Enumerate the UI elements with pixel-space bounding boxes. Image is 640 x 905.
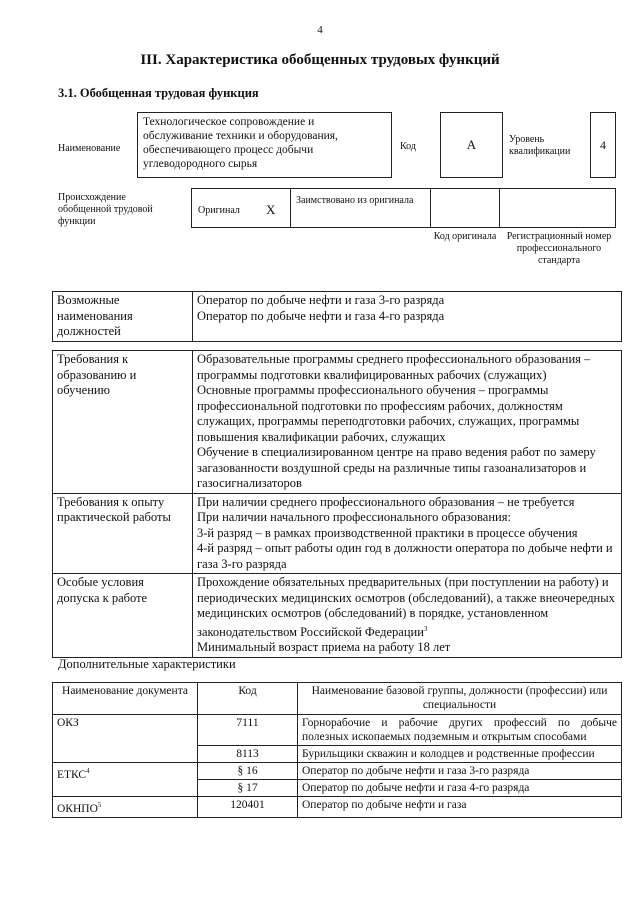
- row-code: § 16: [198, 763, 298, 780]
- level-label: Уровень квалификации: [509, 134, 571, 157]
- conditions-label: Особые условия допуска к работе: [53, 574, 193, 658]
- code-original-caption: Код оригинала: [433, 231, 497, 242]
- row-code: § 17: [198, 780, 298, 797]
- name-label: Наименование: [58, 143, 121, 154]
- row-code: 7111: [198, 715, 298, 746]
- code-value: А: [440, 112, 503, 178]
- code-original-box: [430, 188, 500, 228]
- experience-label: Требования к опыту практической работы: [53, 493, 193, 574]
- conditions-text: Прохождение обязательных предварительных (при поступлении на работу) и периодических медицинских осмотров (обследований), а также внеочередных медицинских осмотров (обследований) в порядке, установленном законодательством Российской Федерации: [197, 575, 615, 639]
- borrowed-cell: Заимствовано из оригинала: [290, 188, 431, 228]
- row-doc: ОКНПО$^5$: [53, 797, 198, 818]
- page-number: 4: [317, 24, 323, 36]
- education-label: Требования к образованию и обучению: [53, 351, 193, 494]
- reg-number-caption: Регистрационный номер профессионального стандарта: [506, 231, 612, 266]
- header-name: Наименование базовой группы, должности (профессии) или специальности: [298, 683, 622, 715]
- original-label: Оригинал: [198, 205, 240, 216]
- code-label: Код: [400, 141, 416, 152]
- header-doc: Наименование документа: [53, 683, 198, 715]
- positions-values: [193, 292, 622, 342]
- row-doc: ЕТКС$^4$: [53, 763, 198, 797]
- additional-table: [52, 682, 622, 818]
- conditions-text-2: Минимальный возраст приема на работу 18 лет: [197, 640, 451, 655]
- row-name: Горнорабочие и рабочие других профессий по добыче полезных ископаемых подземным и открытым способами: [298, 715, 622, 746]
- experience-text: При наличии среднего профессионального образования – не требуется При наличии начального профессионального образования: 3-й разряд – в рамках производственной практики в процессе обучения 4-й разряд – опыт работы один год в должности оператора по добыче нефти и газа 3-го разряда: [193, 493, 622, 574]
- row-name: Оператор по добыче нефти и газа 4-го разряда: [298, 780, 622, 797]
- requirements-table: [52, 350, 622, 658]
- conditions-cell: [193, 574, 622, 658]
- position-line: Оператор по добыче нефти и газа 4-го разряда: [197, 308, 445, 323]
- level-value: 4: [590, 112, 616, 178]
- row-name: Оператор по добыче нефти и газа 3-го разряда: [298, 763, 622, 780]
- positions-label: Возможные наименования должностей: [53, 292, 193, 342]
- row-name: Бурильщики скважин и колодцев и родственные профессии: [298, 746, 622, 763]
- original-cell: [191, 188, 291, 228]
- header-code: Код: [198, 683, 298, 715]
- additional-title: Дополнительные характеристики: [58, 657, 236, 671]
- row-doc: ОКЗ: [53, 715, 198, 763]
- origin-label: Происхождение обобщенной трудовой функции: [58, 192, 153, 227]
- row-code: 120401: [198, 797, 298, 818]
- row-code: 8113: [198, 746, 298, 763]
- subsection-title: 3.1. Обобщенная трудовая функция: [58, 86, 259, 100]
- positions-table: [52, 291, 622, 342]
- education-text: Образовательные программы среднего профессионального образования – программы подготовки квалифицированных рабочих (служащих) Основные программы профессионального обучения – программы профессиональной подготовки по профессиям рабочих, должностям служащих, программы переподготовки рабочих, служащих, программы повышения квалификации рабочих, служащих Обучение в специализированном центре на право ведения работ по замеру загазованности воздушной среды на различные типы газоанализаторов и газосигнализаторов: [193, 351, 622, 494]
- original-mark: Х: [266, 202, 276, 217]
- footnote-ref: 3: [423, 624, 428, 633]
- position-line: Оператор по добыче нефти и газа 3-го разряда: [197, 293, 445, 307]
- section-title: III. Характеристика обобщенных трудовых функций: [140, 52, 500, 68]
- name-value: Технологическое сопровождение и обслуживание техники и оборудования, обеспечивающего процесс добычи углеводородного сырья: [137, 112, 392, 178]
- row-name: Оператор по добыче нефти и газа: [298, 797, 622, 818]
- reg-number-box: [499, 188, 616, 228]
